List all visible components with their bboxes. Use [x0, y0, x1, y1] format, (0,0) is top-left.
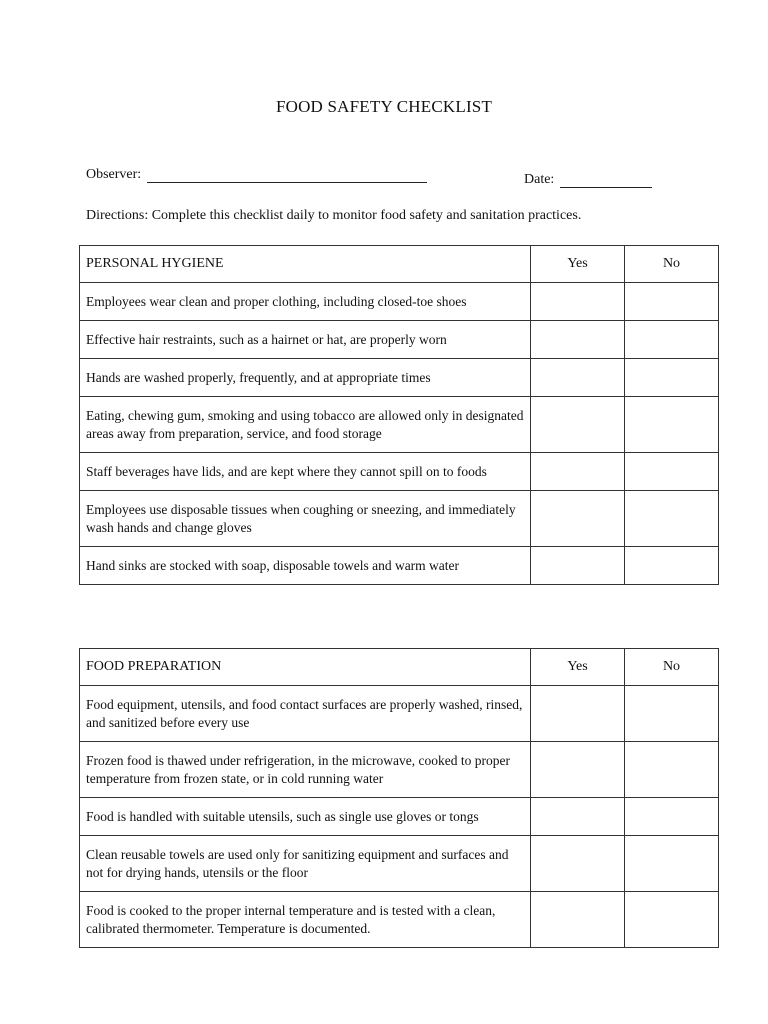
no-checkbox-cell[interactable]	[625, 836, 719, 892]
date-label: Date:	[524, 172, 555, 187]
table-row	[80, 892, 719, 948]
checklist-item: Food is cooked to the proper internal temperature and is tested with a clean, calibrated thermometer. Temperature is documented.	[80, 892, 531, 948]
page-title: FOOD SAFETY CHECKLIST	[275, 97, 493, 116]
observer-field	[86, 167, 427, 183]
no-checkbox-cell[interactable]	[625, 283, 719, 321]
yes-checkbox-cell[interactable]	[531, 686, 625, 742]
checklist-item: Frozen food is thawed under refrigeration, in the microwave, cooked to proper temperature from frozen state, or in cold running water	[80, 742, 531, 798]
directions-text: Directions: Complete this checklist daily to monitor food safety and sanitation practices.	[86, 208, 582, 223]
yes-column-header: Yes	[531, 649, 625, 686]
food-preparation-table	[79, 648, 719, 948]
no-column-header: No	[625, 246, 719, 283]
checklist-item: Food equipment, utensils, and food contact surfaces are properly washed, rinsed, and sanitized before every use	[80, 686, 531, 742]
table-row	[80, 742, 719, 798]
yes-checkbox-cell[interactable]	[531, 798, 625, 836]
yes-checkbox-cell[interactable]	[531, 321, 625, 359]
yes-checkbox-cell[interactable]	[531, 397, 625, 453]
no-checkbox-cell[interactable]	[625, 742, 719, 798]
no-column-header: No	[625, 649, 719, 686]
checklist-item: Eating, chewing gum, smoking and using tobacco are allowed only in designated areas away from preparation, service, and food storage	[80, 397, 531, 453]
date-blank-line[interactable]	[560, 173, 652, 188]
yes-checkbox-cell[interactable]	[531, 892, 625, 948]
table-row	[80, 283, 719, 321]
observer-blank-line[interactable]	[147, 168, 427, 183]
no-checkbox-cell[interactable]	[625, 359, 719, 397]
checklist-item: Hands are washed properly, frequently, and at appropriate times	[80, 359, 531, 397]
no-checkbox-cell[interactable]	[625, 397, 719, 453]
yes-checkbox-cell[interactable]	[531, 836, 625, 892]
yes-checkbox-cell[interactable]	[531, 491, 625, 547]
no-checkbox-cell[interactable]	[625, 453, 719, 491]
checklist-item: Effective hair restraints, such as a hairnet or hat, are properly worn	[80, 321, 531, 359]
table-row	[80, 321, 719, 359]
no-checkbox-cell[interactable]	[625, 547, 719, 585]
no-checkbox-cell[interactable]	[625, 892, 719, 948]
table-row	[80, 359, 719, 397]
no-checkbox-cell[interactable]	[625, 686, 719, 742]
checklist-item: Staff beverages have lids, and are kept where they cannot spill on to foods	[80, 453, 531, 491]
table-row	[80, 547, 719, 585]
checklist-item: Employees wear clean and proper clothing, including closed-toe shoes	[80, 283, 531, 321]
yes-column-header: Yes	[531, 246, 625, 283]
personal-hygiene-table	[79, 245, 719, 585]
checklist-item: Clean reusable towels are used only for sanitizing equipment and surfaces and not for drying hands, utensils or the floor	[80, 836, 531, 892]
table-row	[80, 686, 719, 742]
table-row	[80, 798, 719, 836]
date-field	[524, 172, 652, 188]
observer-label: Observer:	[86, 167, 142, 182]
yes-checkbox-cell[interactable]	[531, 453, 625, 491]
checklist-item: Hand sinks are stocked with soap, disposable towels and warm water	[80, 547, 531, 585]
checklist-item: Food is handled with suitable utensils, such as single use gloves or tongs	[80, 798, 531, 836]
section-heading: PERSONAL HYGIENE	[80, 246, 531, 283]
yes-checkbox-cell[interactable]	[531, 359, 625, 397]
no-checkbox-cell[interactable]	[625, 491, 719, 547]
table-row	[80, 453, 719, 491]
yes-checkbox-cell[interactable]	[531, 283, 625, 321]
checklist-item: Employees use disposable tissues when coughing or sneezing, and immediately wash hands and change gloves	[80, 491, 531, 547]
yes-checkbox-cell[interactable]	[531, 547, 625, 585]
table-row	[80, 397, 719, 453]
section-heading: FOOD PREPARATION	[80, 649, 531, 686]
table-header-row	[80, 246, 719, 283]
no-checkbox-cell[interactable]	[625, 321, 719, 359]
table-row	[80, 836, 719, 892]
yes-checkbox-cell[interactable]	[531, 742, 625, 798]
no-checkbox-cell[interactable]	[625, 798, 719, 836]
table-header-row	[80, 649, 719, 686]
table-row	[80, 491, 719, 547]
